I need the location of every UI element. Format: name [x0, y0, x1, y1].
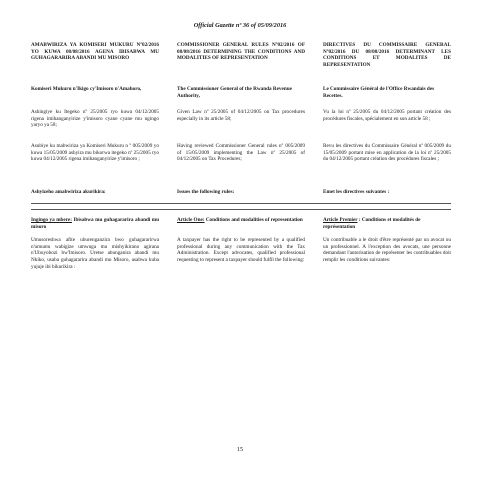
article-heading	[31, 217, 159, 230]
rules-title: AMABWIRIZA YA KOMISERI MUKURU Nº02/2016 YO KUWA 08/08/2016 AGENA IBISABWA MU GUHAGARARIRA ABANDI MU MISORO	[31, 42, 159, 62]
article-label: Ingingo ya mbere:	[31, 217, 72, 223]
legal-ground-law: Given Law nº 25/2005 of 04/12/2005 on Tax procedures especially in its article 58;	[177, 109, 305, 122]
legal-ground-law: Ashingiye ku Itegeko nº 25/2005 ryo kuwa 04/12/2005 rigena imihanganyirize y'imisoro cyane cyane mu ngingo yaryo ya 58;	[31, 109, 159, 129]
gazette-header: Official Gazette nº 36 of 05/09/2016	[193, 22, 287, 29]
issues-statement: Emet les directives suivantes :	[323, 189, 390, 195]
legal-ground-previous-rules: Asubiye ku mabwiriza ya Komiseri Mukuru n º 005/2009 yo kuwa 15/05/2009 ashyira mu bikorwa itegeko nº 25/2005 ryo kuwa 04/12/2005 rigena imihanganyirize y'imisoro ;	[31, 143, 159, 163]
legal-ground-law: Vu la loi nº 25/2005 du 04/12/2005 portant création des procédures fiscales, spécialement en son article 58 ;	[323, 109, 451, 122]
page-number: 15	[236, 446, 244, 453]
article-body: A taxpayer has the right to be represented by a qualified professional during any communication with the Tax Administration. Except advocates, qualified professional requesting to represent a taxpayer should fulfil the following:	[177, 237, 305, 263]
authority-statement: Le Commissaire Général de l'Office Rwandais des Recettes.	[323, 86, 435, 99]
section-divider-top	[31, 203, 451, 204]
article-title: Conditions and modalities of representation	[204, 217, 303, 223]
article-label: Article One:	[177, 217, 205, 223]
article-heading	[323, 217, 451, 230]
rules-title: DIRECTIVES DU COMMISSAIRE GENERAL Nº02/2016 DU 08/08/2016 DETERMINANT LES CONDITIONS ET MODALITES DE REPRESENTATION	[323, 42, 451, 68]
legal-ground-previous-rules: Revu les directives du Commissaire Général nº 005/2009 du 15/05/2009 portant mise en application de la loi nº 25/2005 du 04/12/2005 portant création des procédures fiscales ;	[323, 143, 451, 163]
legal-ground-previous-rules: Having reviewed Commissioner General rules nº 005/2009 of 15/05/2009 implementing the Law nº 25/2005 of 04/12/2005 on Tax Procedures;	[177, 143, 305, 163]
authority-statement: Komiseri Mukuru n'Ikigo cy'Imisoro n'Amahoro,	[31, 86, 142, 92]
article-label: Article Premier	[323, 217, 358, 223]
article-body: Umusoreshwa afite uburenganzira bwo guhagararirwa n'umuntu wabigize umwuga mu mishyikirano agirana n'Ubuyobozi bw'Imisoro. Uretse abunganira abandi mu Nkiko, usaba guhagararira abandi mu Misoro, asabwa kuba yujuje ibi bikurikira :	[31, 237, 159, 270]
rules-title: COMMISSIONER GENERAL RULES Nº02/2016 OF 08/08/2016 DETERMINING THE CONDITIONS AND MODALITIES OF REPRESENTATION	[177, 42, 305, 62]
article-title: Ibisabwa mu guhagararira abandi mu misoro	[31, 217, 160, 230]
authority-statement: The Commissioner General of the Rwanda Revenue Authority,	[177, 86, 292, 99]
article-heading	[177, 217, 305, 224]
section-divider-bottom	[31, 209, 451, 210]
article-title: : Conditions et modalités de représentation	[323, 217, 421, 230]
issues-statement: Issues the following rules:	[177, 189, 235, 195]
article-body: Un contribuable a le droit d'être représenté par un avocat ou un professionnel. A l'exception des avocats, une personne demandant l'autorisation de représenter les contribuables doit remplir les conditions suivantes:	[323, 237, 451, 263]
issues-statement: Ashyizeho amabwiriza akurikira:	[31, 189, 106, 195]
